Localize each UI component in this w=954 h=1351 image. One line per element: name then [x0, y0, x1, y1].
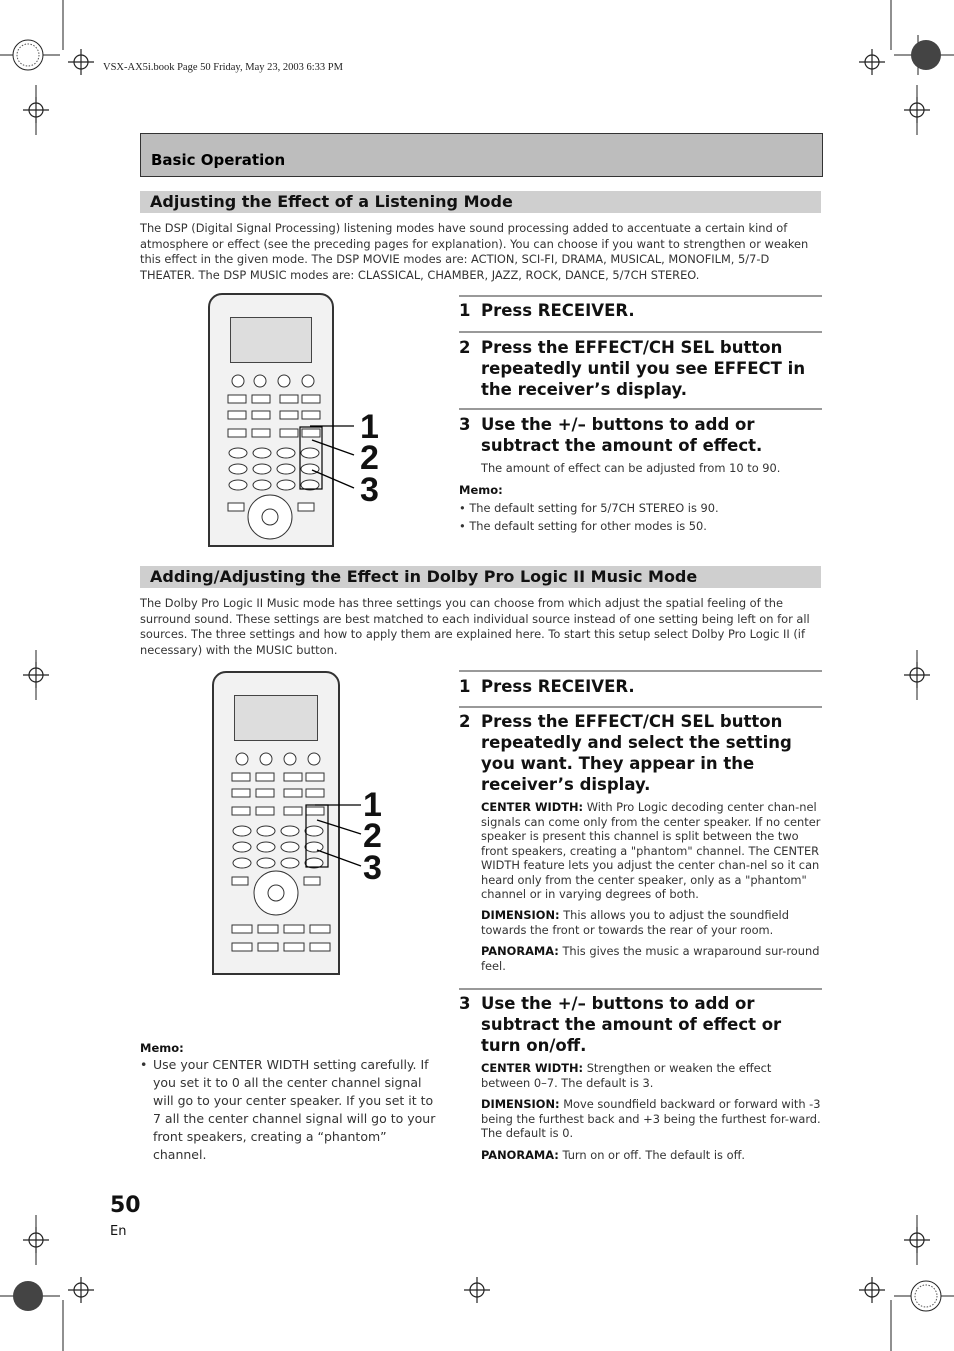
item-text: Strengthen or weaken the effect between 0–7. The default is 3.	[481, 1061, 772, 1090]
s1-memo-title: Memo:	[459, 483, 503, 497]
s2-step3-panorama	[481, 1148, 821, 1163]
remote-lcd-display	[230, 317, 312, 363]
step-number: 2	[459, 712, 471, 731]
item-text: This allows you to adjust the soundfield towards the front or towards the rear of your room.	[481, 908, 789, 937]
step-rule	[459, 706, 822, 708]
item-text: With Pro Logic decoding center chan-nel signals can come only from the center speaker. If no center speaker is present this channel is split between the two front speakers, creating a "phantom" channel. The CENTER WIDTH feature lets you adjust the center chan-nel so it can heard only from the center speaker, only as a "phantom" channel or in varying degrees of both.	[481, 800, 821, 901]
section2-heading-bar	[140, 566, 821, 588]
s2-step-3	[459, 993, 824, 1056]
s1-step-2	[459, 337, 824, 400]
item-label: CENTER WIDTH:	[481, 800, 584, 814]
s2-step2-center-width	[481, 800, 821, 902]
step-text: Use the +/– buttons to add or subtract the amount of effect or turn on/off.	[481, 994, 782, 1055]
s2-step-2	[459, 711, 824, 795]
memo-item: • The default setting for 5/7CH STEREO is 90.	[459, 501, 719, 515]
section2-title: Adding/Adjusting the Effect in Dolby Pro Logic II Music Mode	[150, 567, 698, 586]
step-rule	[459, 331, 822, 333]
chapter-title: Basic Operation	[151, 151, 286, 169]
callout-1: 1	[360, 408, 379, 446]
s2-step2-dimension	[481, 908, 821, 937]
item-label: DIMENSION:	[481, 908, 560, 922]
item-text: Turn on or off. The default is off.	[562, 1148, 746, 1162]
s2-step3-dimension	[481, 1097, 821, 1141]
step-text: Press RECEIVER.	[481, 677, 635, 696]
step-number: 2	[459, 338, 471, 357]
step-text: Press the EFFECT/CH SEL button repeatedly until you see EFFECT in the receiver’s display.	[481, 338, 806, 399]
s2-step-1	[459, 676, 824, 697]
callout-2: 2	[363, 817, 382, 855]
item-label: PANORAMA:	[481, 1148, 559, 1162]
step-rule	[459, 988, 822, 990]
step-number: 1	[459, 677, 471, 696]
step-text: Press RECEIVER.	[481, 301, 635, 320]
item-label: CENTER WIDTH:	[481, 1061, 584, 1075]
chapter-band	[140, 133, 823, 177]
s2-memo-title: Memo:	[140, 1041, 184, 1055]
section1-title: Adjusting the Effect of a Listening Mode	[150, 192, 513, 211]
item-text: This gives the music a wraparound sur-round feel.	[481, 944, 820, 973]
page-language: En	[110, 1224, 127, 1239]
s1-memo-list	[459, 499, 819, 535]
item-text: Move soundfield backward or forward with -3 being the furthest back and +3 being the furthest for-ward. The default is 0.	[481, 1097, 821, 1140]
callout-leader-lines-1	[300, 380, 360, 500]
file-header-note: VSX-AX5i.book Page 50 Friday, May 23, 2003 6:33 PM	[103, 62, 343, 73]
memo-item: • The default setting for other modes is 50.	[459, 519, 707, 533]
s2-memo-item: • Use your CENTER WIDTH setting carefully. If you set it to 0 all the center channel signal will go to your center speaker. If you set it to 7 all the center channel signal will go to your front speakers, creating a “phantom” channel.	[140, 1056, 440, 1164]
callout-3: 3	[360, 471, 379, 509]
s2-step2-panorama	[481, 944, 821, 973]
callout-1: 1	[363, 786, 382, 824]
step-text: Press the EFFECT/CH SEL button repeatedly and select the setting you want. They appear in the receiver’s display.	[481, 712, 792, 794]
section2-intro: The Dolby Pro Logic II Music mode has three settings you can choose from which adjust the spatial feeling of the surround sound. These settings are best matched to each individual source instead of one setting being left on for all sources. The three settings and how to apply them are explained here. To start this setup select Dolby Pro Logic II (if necessary) with the MUSIC button.	[140, 596, 810, 657]
callout-3: 3	[363, 849, 382, 887]
item-label: PANORAMA:	[481, 944, 559, 958]
page-number: 50	[110, 1193, 141, 1218]
item-label: DIMENSION:	[481, 1097, 560, 1111]
s1-step3-note: The amount of effect can be adjusted from 10 to 90.	[481, 461, 781, 475]
step-number: 1	[459, 301, 471, 320]
step-number: 3	[459, 415, 471, 434]
section1-intro: The DSP (Digital Signal Processing) listening modes have sound processing added to accentuate a certain kind of atmosphere or effect (see the preceding pages for explanation). You can choose if you want to strengthen or weaken this effect in the given mode. The DSP MOVIE modes are: ACTION, SCI-FI, DRAMA, MUSICAL, MONOFILM, 5/7-D THEATER. The DSP MUSIC modes are: CLASSICAL, CHAMBER, JAZZ, ROCK, DANCE, 5/7CH STEREO.	[140, 221, 809, 282]
step-rule	[459, 670, 822, 672]
s2-step3-center-width	[481, 1061, 821, 1090]
step-rule	[459, 295, 822, 297]
section1-heading-bar	[140, 191, 821, 213]
callout-leader-lines-2	[305, 760, 365, 880]
step-number: 3	[459, 994, 471, 1013]
remote-lcd-display	[234, 695, 318, 741]
s1-step-3	[459, 414, 824, 456]
memo-text: Use your CENTER WIDTH setting carefully. If you set it to 0 all the center channel signal will go to your center speaker. If you set it to 7 all the center channel signal will go to your front speakers, creating a “phantom” channel.	[153, 1057, 436, 1162]
s1-step-1	[459, 300, 824, 321]
step-rule	[459, 408, 822, 410]
step-text: Use the +/– buttons to add or subtract the amount of effect.	[481, 415, 763, 455]
callout-2: 2	[360, 439, 379, 477]
